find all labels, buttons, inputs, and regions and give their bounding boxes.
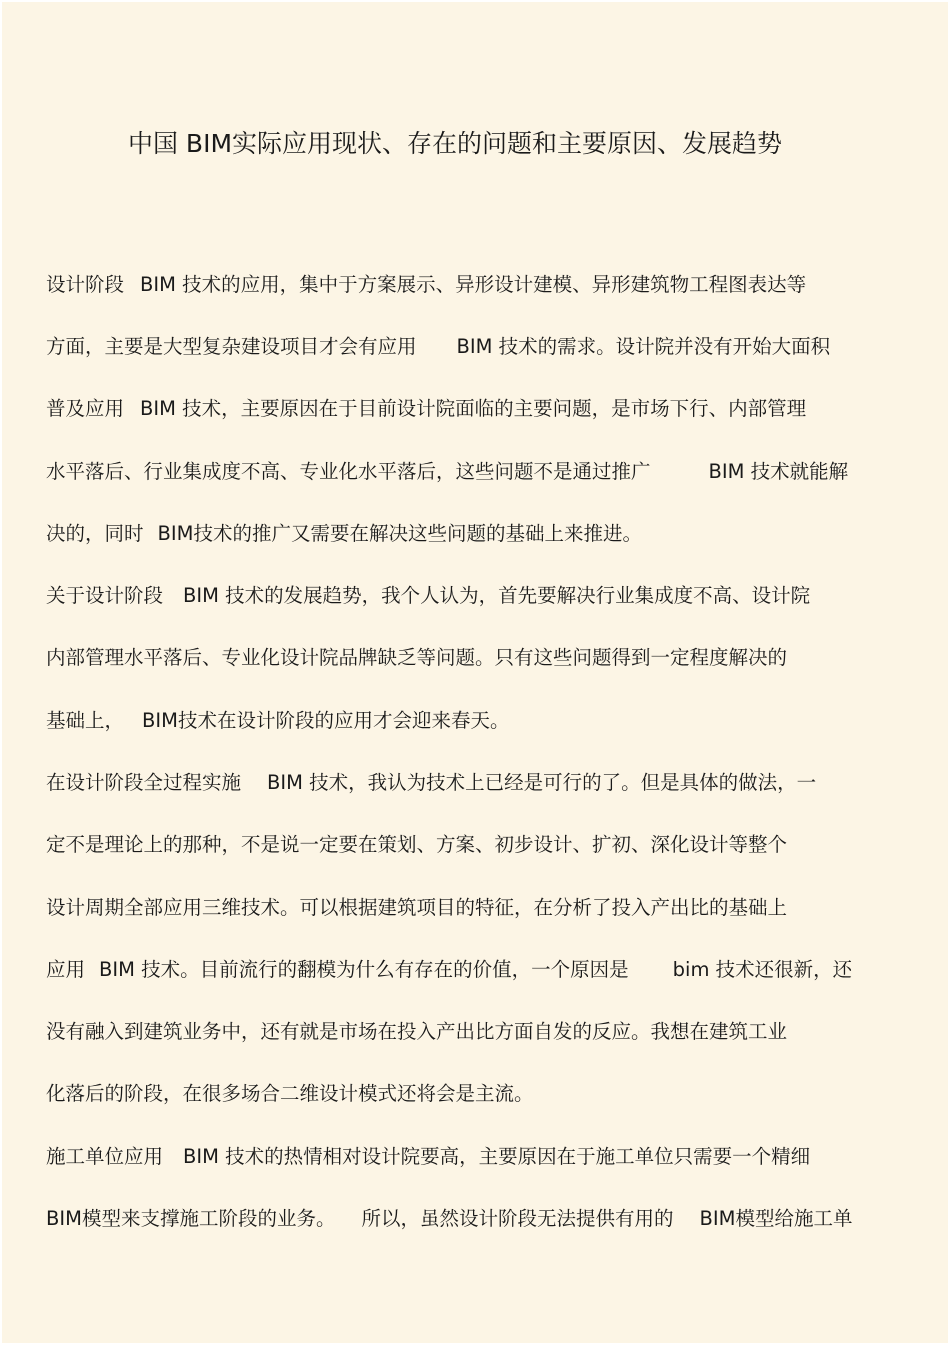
text-line bbox=[46, 460, 848, 484]
text-line bbox=[46, 273, 806, 297]
text-segment: BIM 技术就能解 bbox=[708, 460, 849, 483]
text-segment: BIM 技术，主要原因在于目前设计院面临的主要问题，是市场下行、内部管理 bbox=[140, 397, 807, 420]
document-title: 中国 BIM实际应用现状、存在的问题和主要原因、发展趋势 bbox=[127, 129, 783, 158]
text-segment: 关于设计阶段 bbox=[46, 584, 164, 607]
text-segment: BIM 技术的应用，集中于方案展示、异形设计建模、异形建筑物工程图表达等 bbox=[140, 273, 807, 296]
text-line bbox=[46, 896, 787, 920]
text-segment: BIM技术的推广又需要在解决这些问题的基础上来推进。 bbox=[157, 522, 642, 545]
text-line bbox=[46, 1207, 852, 1231]
text-line bbox=[46, 397, 806, 421]
text-segment: 决的，同时 bbox=[46, 522, 144, 545]
text-line bbox=[46, 1082, 534, 1106]
text-segment: 定不是理论上的那种，不是说一定要在策划、方案、初步设计、扩初、深化设计等整个 bbox=[46, 833, 788, 856]
text-segment: BIM模型给施工单 bbox=[699, 1207, 853, 1230]
text-segment: 设计阶段 bbox=[46, 273, 125, 296]
text-line bbox=[46, 958, 852, 982]
text-line bbox=[46, 584, 810, 608]
text-segment: BIM 技术的发展趋势，我个人认为，首先要解决行业集成度不高、设计院 bbox=[183, 584, 811, 607]
text-segment: 水平落后、行业集成度不高、专业化水平落后，这些问题不是通过推广 bbox=[46, 460, 651, 483]
text-segment: 施工单位应用 bbox=[46, 1145, 164, 1168]
document-page bbox=[2, 2, 948, 1343]
text-line bbox=[46, 335, 830, 359]
text-line bbox=[46, 709, 509, 733]
text-line bbox=[46, 1145, 810, 1169]
text-line bbox=[46, 1020, 787, 1044]
text-line bbox=[46, 771, 816, 795]
text-segment: 基础上， bbox=[46, 709, 125, 732]
text-segment: BIM 技术。目前流行的翻模为什么有存在的价值，一个原因是 bbox=[99, 958, 629, 981]
text-segment: BIM技术在设计阶段的应用才会迎来春天。 bbox=[142, 709, 510, 732]
text-segment: BIM 技术的热情相对设计院要高，主要原因在于施工单位只需要一个精细 bbox=[183, 1145, 811, 1168]
text-segment: BIM模型来支撑施工阶段的业务。 bbox=[46, 1207, 336, 1230]
text-segment: 设计周期全部应用三维技术。可以根据建筑项目的特征，在分析了投入产出比的基础上 bbox=[46, 896, 788, 919]
text-segment: 所以，虽然设计阶段无法提供有用的 bbox=[361, 1207, 674, 1230]
text-line bbox=[46, 833, 787, 857]
text-segment: BIM 技术，我认为技术上已经是可行的了。但是具体的做法，一 bbox=[267, 771, 817, 794]
text-segment: 内部管理水平落后、专业化设计院品牌缺乏等问题。只有这些问题得到一定程度解决的 bbox=[46, 646, 788, 669]
text-segment: 没有融入到建筑业务中，还有就是市场在投入产出比方面自发的反应。我想在建筑工业 bbox=[46, 1020, 788, 1043]
text-segment: bim 技术还很新，还 bbox=[672, 958, 853, 981]
text-line bbox=[46, 522, 642, 546]
text-line bbox=[46, 646, 787, 670]
text-segment: 应用 bbox=[46, 958, 86, 981]
text-segment: 普及应用 bbox=[46, 397, 125, 420]
text-segment: 在设计阶段全过程实施 bbox=[46, 771, 242, 794]
text-segment: 化落后的阶段，在很多场合二维设计模式还将会是主流。 bbox=[46, 1082, 534, 1105]
text-segment: BIM 技术的需求。设计院并没有开始大面积 bbox=[456, 335, 831, 358]
text-segment: 方面，主要是大型复杂建设项目才会有应用 bbox=[46, 335, 417, 358]
